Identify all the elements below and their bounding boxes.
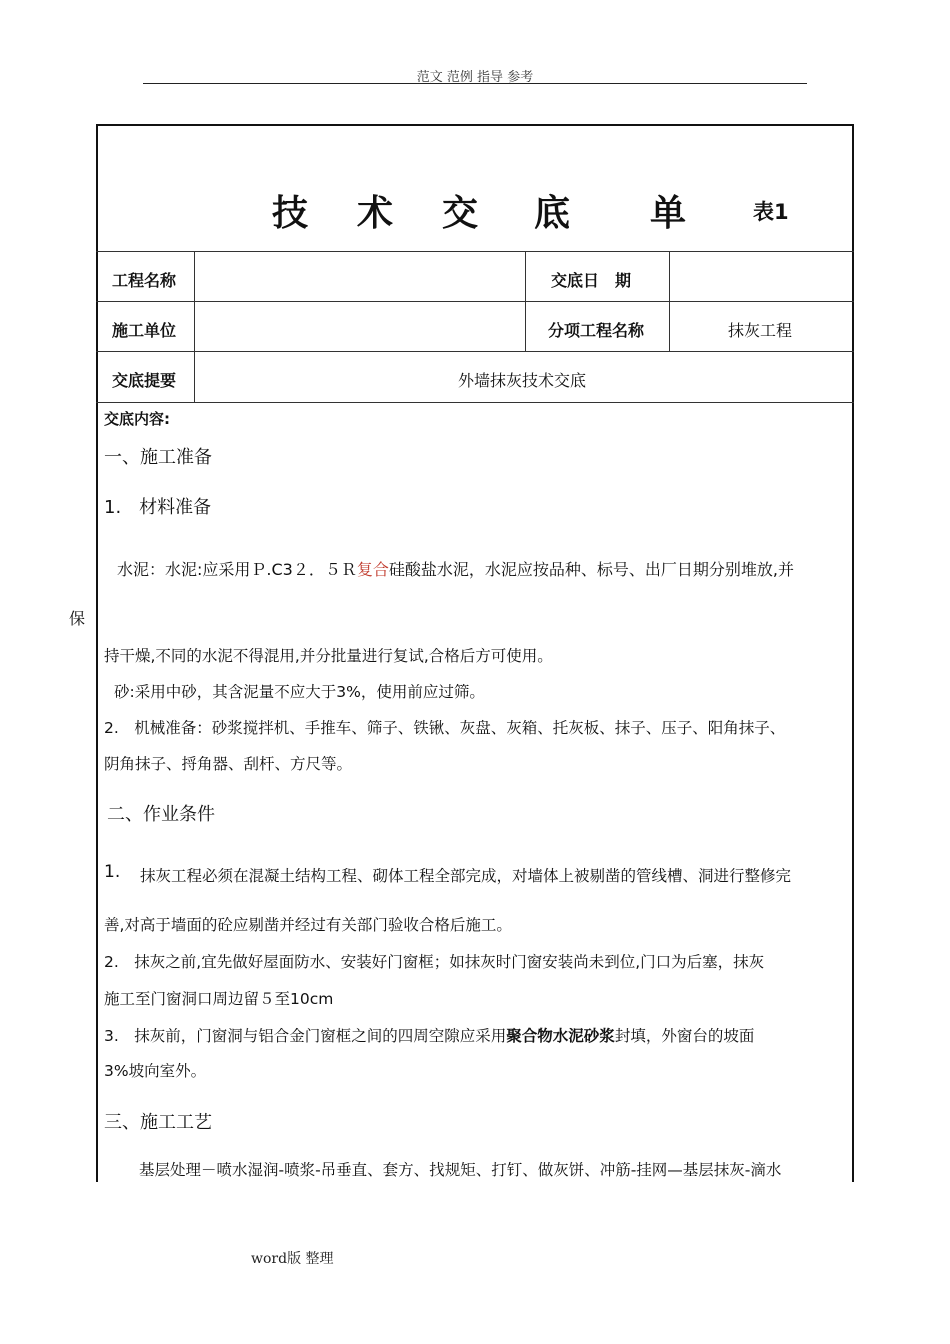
text-run: 水泥：水泥:应采用Ｐ.C3２．５Ｒ — [117, 560, 357, 579]
table-rule — [525, 251, 526, 351]
date-label: 交底日 期 — [551, 271, 632, 290]
cement-line-cont: 持干燥,不同的水泥不得混用,并分批量进行复试,合格后方可使用。 — [104, 647, 553, 665]
table-rule — [96, 351, 854, 352]
title-char: 术 — [357, 193, 394, 234]
highlighted-text: 复合 — [356, 560, 389, 579]
machinery-line-cont: 阴角抹子、捋角器、刮杆、方尺等。 — [104, 755, 353, 773]
condition-line-cont: 善,对高于墙面的砼应剔凿并经过有关部门验收合格后施工。 — [104, 916, 512, 934]
content-heading: 交底内容: — [104, 410, 170, 428]
text-run: 封填，外窗台的坡面 — [614, 1027, 755, 1045]
table-number: 表1 — [753, 200, 789, 224]
section-heading: 二、作业条件 — [107, 804, 215, 825]
condition-line: 2. 抹灰之前,宜先做好屋面防水、安装好门窗框；如抹灰时门窗安装尚未到位,门口为后塞，抹灰 — [104, 953, 765, 971]
table-rule — [96, 402, 854, 403]
condition-line-cont: 3%坡向室外。 — [104, 1062, 207, 1080]
section-heading: 三、施工工艺 — [104, 1112, 212, 1133]
page-header: 范文 范例 指导 参考 — [416, 70, 534, 85]
sand-line: 砂:采用中砂，其含泥量不应大于3%，使用前应过筛。 — [114, 683, 485, 701]
title-char: 交 — [442, 193, 479, 234]
table-rule — [194, 251, 195, 402]
condition-line-cont: 施工至门窗洞口周边留５至10cm — [104, 990, 334, 1008]
subitem-value: 抹灰工程 — [728, 321, 793, 340]
process-line: 基层处理－喷水湿润-喷浆-吊垂直、套方、找规矩、打钉、做灰饼、冲筋-挂网—基层抹灰-滴水 — [139, 1161, 782, 1179]
cement-line — [117, 557, 794, 580]
subsection-heading: 1. 材料准备 — [104, 497, 212, 518]
machinery-line: 2. 机械准备：砂浆搅拌机、手推车、筛子、铁锹、灰盘、灰箱、托灰板、抹子、压子、阳角抹子、 — [104, 719, 786, 737]
condition-line: 抹灰工程必须在混凝土结构工程、砌体工程全部完成，对墙体上被剔凿的管线槽、洞进行整修完 — [140, 867, 792, 885]
table-rule — [96, 251, 854, 252]
title-char: 单 — [650, 193, 687, 234]
unit-label: 施工单位 — [112, 321, 177, 340]
condition-number: 1. — [104, 862, 121, 882]
project-name-label: 工程名称 — [112, 271, 177, 290]
section-heading: 一、施工准备 — [104, 447, 212, 468]
bold-text: 聚合物水泥砂浆 — [506, 1027, 615, 1045]
text-run: 硅酸盐水泥，水泥应按品种、标号、出厂日期分别堆放,并 — [388, 560, 794, 579]
table-rule — [96, 301, 854, 302]
page-footer: word版 整理 — [251, 1251, 334, 1267]
condition-line — [104, 1024, 754, 1046]
summary-value: 外墙抹灰技术交底 — [458, 371, 587, 390]
text-run: 3. 抹灰前，门窗洞与铝合金门窗框之间的四周空隙应采用 — [104, 1027, 507, 1045]
margin-character: 保 — [69, 609, 86, 628]
header-rule — [143, 83, 807, 84]
summary-label: 交底提要 — [112, 371, 177, 390]
title-char: 技 — [272, 193, 309, 234]
title-char: 底 — [534, 193, 571, 234]
subitem-label: 分项工程名称 — [548, 321, 645, 340]
table-rule — [669, 251, 670, 351]
